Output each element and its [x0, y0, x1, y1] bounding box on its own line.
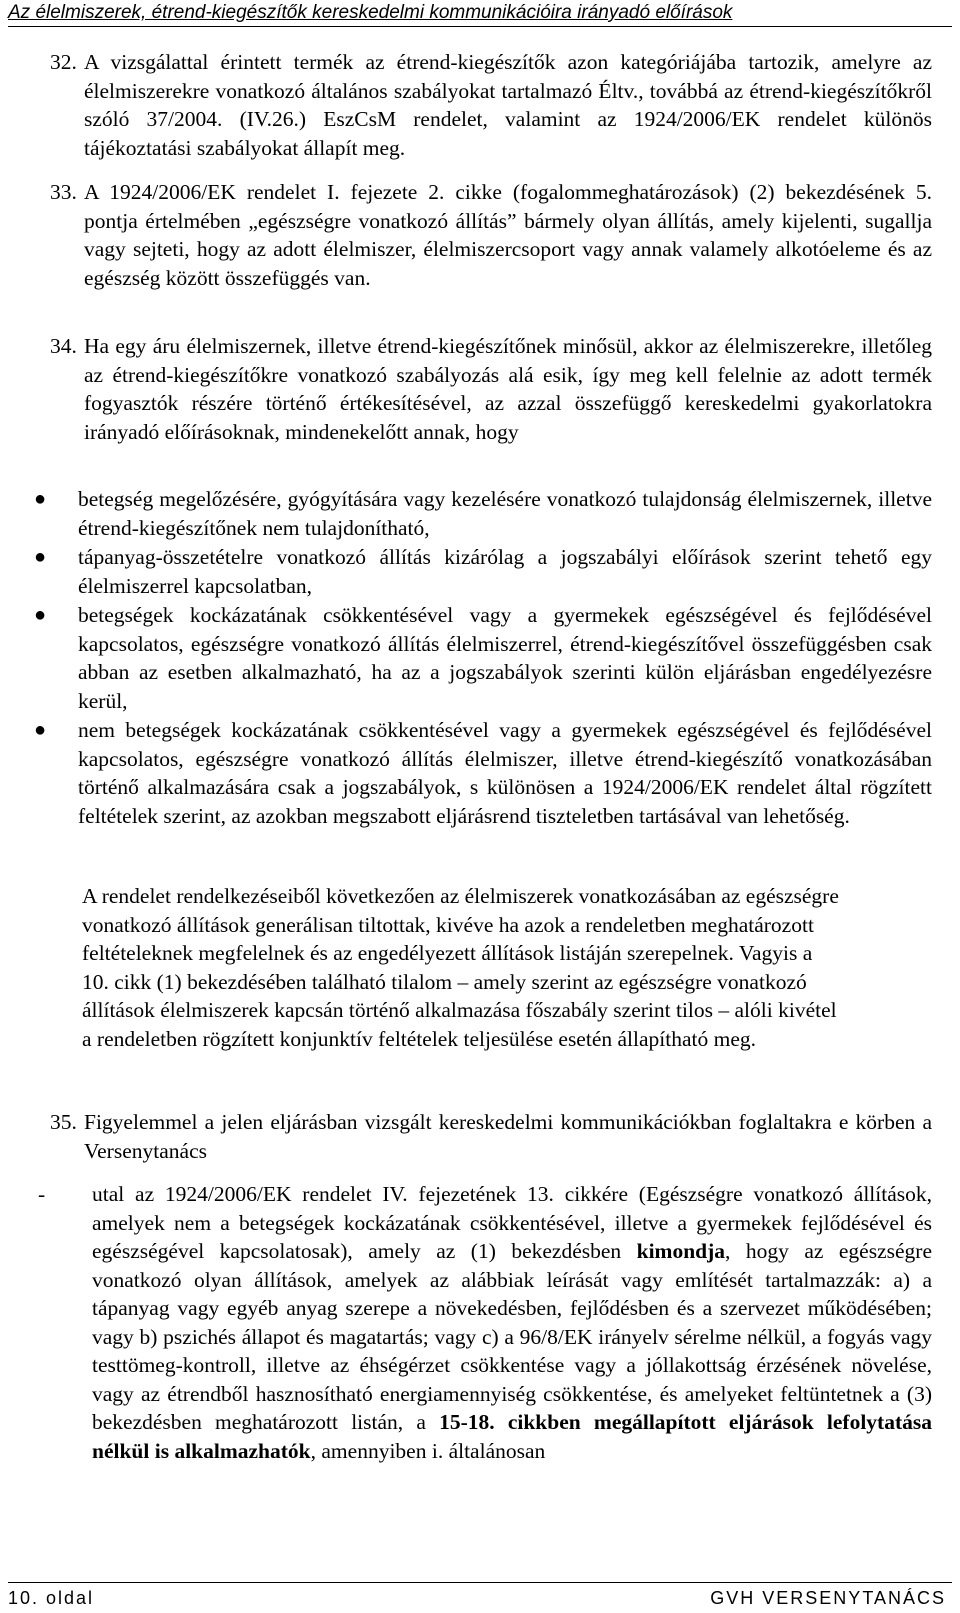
- paragraph-number-35: 35.: [50, 1110, 77, 1134]
- paragraph-number-33: 33.: [50, 180, 77, 204]
- header-title: Az élelmiszerek, étrend-kiegészítők kereskedelmi kommunikációira irányadó előírások: [8, 2, 733, 23]
- dash-text-c: , amennyiben i. általánosan: [310, 1438, 546, 1463]
- dash-item: [92, 1180, 932, 1465]
- paragraph-35: Figyelemmel a jelen eljárásban vizsgált kereskedelmi kommunikációkban foglaltakra e körben a Versenytanács: [84, 1110, 932, 1163]
- paragraph-number-34: 34.: [50, 334, 77, 358]
- bullet-marker: ●: [34, 488, 47, 510]
- bullet-item-2: tápanyag-összetételre vonatkozó állítás kizárólag a jogszabályi előírások szerint tehető egy élelmiszerrel kapcsolatban,: [78, 545, 932, 598]
- bullet-marker: ●: [34, 604, 47, 626]
- page-number: 10. oldal: [8, 1588, 95, 1608]
- running-header: [8, 2, 952, 27]
- paragraph-32: A vizsgálattal érintett termék az étrend-kiegészítők azon kategóriájába tartozik, amelyre az élelmiszerekre vonatkozó általános szabályokat tartalmazó Éltv., továbbá az étrend-kiegészítőkről szóló 37/2004. (IV.26.) EszCsM rendelet, valamint az 1924/2006/EK rendelet különös tájékoztatási szabályokat állapít meg.: [84, 50, 932, 160]
- bullet-item-1: betegség megelőzésére, gyógyítására vagy kezelésére vonatkozó tulajdonság élelmiszernek, illetve étrend-kiegészítőnek nem tulajdonítható,: [78, 487, 932, 540]
- paragraph-33: A 1924/2006/EK rendelet I. fejezete 2. cikke (fogalommeghatározások) (2) bekezdésének 5. pontja értelmében „egészségre vonatkozó állítás” bármely olyan állítás, amely kijelenti, sugallja vagy sejteti, hogy az adott élelmiszer, élelmiszercsoport vagy annak valamely alkotóeleme és az egészség között összefüggés van.: [84, 180, 932, 290]
- bullet-marker: ●: [34, 546, 47, 568]
- dash-bold-2: 15-18. cikkben megállapított eljárások lefolytatása nélkül is alkalmazhatók: [92, 1410, 932, 1463]
- footer-rule: [8, 1582, 952, 1583]
- dash-marker: -: [38, 1182, 46, 1206]
- paragraph-number-32: 32.: [50, 50, 77, 74]
- dash-text-a: utal az 1924/2006/EK rendelet IV. fejezetének 13. cikkére (Egészségre vonatkozó állítások, amelyek nem a betegségek kockázatának csökkentésével, illetve a gyermekek fejlődésével és egészségével kapcsolatosak), amely az (1) bekezdésben: [92, 1182, 932, 1263]
- footer-organization: GVH VERSENYTANÁCS: [710, 1588, 946, 1608]
- bullet-item-3: betegségek kockázatának csökkentésével vagy a gyermekek egészségével és fejlődésével kapcsolatos, egészségre vonatkozó állítás élelmiszerrel, étrend-kiegészítővel összefüggésben csak abban az esetben alkalmazható, ha az a jogszabályok szerinti külön eljárásban engedélyezésre kerül,: [78, 603, 932, 713]
- bullet-marker: ●: [34, 719, 47, 741]
- dash-text-b: , hogy az egészségre vonatkozó olyan állítások, amelyek az alábbiak leírását vagy említését tartalmazzák: a) a tápanyag vagy egyéb anyag szerepe a növekedésben, fejlődésben és a szervezet működésében; vagy b) pszichés állapot és magatartás; vagy c) a 96/8/EK irányelv sérelme nélkül, a fogyás vagy testtömeg-kontroll, illetve az éhségérzet csökkentése vagy a jóllakottság érzésének növelése, vagy az étrendből hasznosítható energiamennyiség csökkentése, és amelyeket feltüntetnek a (3) bekezdésben meghatározott listán, a: [92, 1239, 932, 1434]
- conclusion-paragraph: A rendelet rendelkezéseiből következően az élelmiszerek vonatkozásában az egészségre vonatkozó állítások generálisan tiltottak, kivéve ha azok a rendeletben meghatározott feltételeknek megfelelnek és az engedélyezett állítások listáján szerepelnek. Vagyis a 10. cikk (1) bekezdésében található tilalom – amely szerint az egészségre vonatkozó állítások élelmiszerek kapcsán történő alkalmazása főszabály szerint tilos – alóli kivétel a rendeletben rögzített konjunktív feltételek teljesülése esetén állapítható meg.: [82, 884, 839, 1051]
- paragraph-34: Ha egy áru élelmiszernek, illetve étrend-kiegészítőnek minősül, akkor az élelmiszerekre, illetőleg az étrend-kiegészítőkre vonatkozó szabályozás alá esik, így meg kell felelnie az adott termék fogyasztók részére történő értékesítésével, az azzal összefüggő kereskedelmi gyakorlatokra irányadó előírásoknak, mindenekelőtt annak, hogy: [84, 334, 932, 444]
- bullet-item-4: nem betegségek kockázatának csökkentésével vagy a gyermekek egészségével és fejlődésével kapcsolatos, egészségre vonatkozó állítás élelmiszer, illetve étrend-kiegészítő vonatkozásában történő alkalmazására csak a jogszabályok, s különösen a 1924/2006/EK rendelet által rögzített feltételek szerint, az azokban megszabott eljárásrend tiszteletben tartásával van lehetőség.: [78, 718, 932, 828]
- dash-bold-1: kimondja: [636, 1239, 726, 1263]
